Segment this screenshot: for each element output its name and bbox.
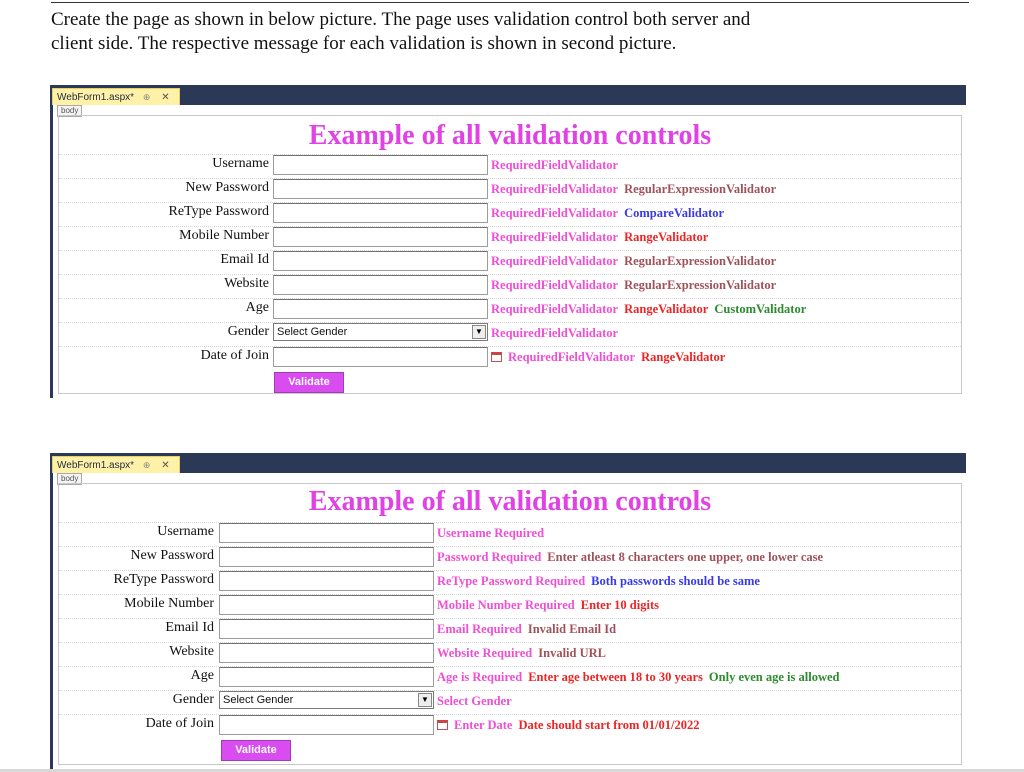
tab-label: WebForm1.aspx*	[57, 460, 135, 471]
validator-message-regex: RegularExpressionValidator	[624, 278, 777, 292]
validator-message-regex: Invalid URL	[538, 646, 606, 660]
tab-webform1[interactable]	[52, 88, 180, 105]
form-row	[59, 250, 961, 275]
gender-label: Gender	[172, 692, 214, 707]
validator-message-required: Select Gender	[437, 694, 512, 708]
form-row	[59, 690, 961, 715]
validator-message-required: ReType Password Required	[437, 574, 586, 588]
age-validators	[437, 670, 845, 685]
validator-message-range: RangeValidator	[624, 230, 709, 244]
form-row	[59, 154, 961, 179]
close-icon[interactable]: ✕	[161, 460, 170, 471]
dropdown-selected-value: Select Gender	[223, 694, 294, 706]
username-validators	[437, 526, 550, 541]
document-tabstrip	[50, 85, 966, 105]
form-row	[59, 666, 961, 691]
designer-screenshot-1	[50, 85, 966, 398]
new-password-label: New Password	[130, 548, 214, 563]
email-id-validators	[491, 254, 782, 269]
body-tag: body	[57, 473, 82, 485]
validator-message-required: RequiredFieldValidator	[491, 158, 619, 172]
new-password-textbox[interactable]	[219, 547, 434, 567]
retype-password-label: ReType Password	[113, 572, 214, 587]
username-label: Username	[212, 156, 269, 171]
new-password-validators	[491, 182, 782, 197]
website-textbox[interactable]	[219, 643, 434, 663]
form-row	[59, 642, 961, 667]
design-surface	[58, 483, 962, 765]
chevron-down-icon[interactable]: ▼	[472, 325, 486, 339]
website-validators	[437, 646, 612, 661]
mobile-number-validators	[491, 230, 714, 245]
date-of-join-label: Date of Join	[145, 716, 214, 731]
form-row	[59, 570, 961, 595]
validator-message-required: Website Required	[437, 646, 533, 660]
validator-message-required: RequiredFieldValidator	[491, 182, 619, 196]
gender-dropdown[interactable]	[273, 323, 488, 341]
validator-message-regex: RegularExpressionValidator	[624, 254, 777, 268]
validator-message-regex: Enter atleast 8 characters one upper, one lower case	[547, 550, 824, 564]
age-validators	[491, 302, 812, 317]
instructions-line-1: Create the page as shown in below picture. The page uses validation control both server and	[51, 9, 751, 30]
date-of-join-textbox[interactable]	[273, 347, 488, 367]
date-of-join-label: Date of Join	[200, 348, 269, 363]
form-row	[59, 594, 961, 619]
validator-message-range: Date should start from 01/01/2022	[518, 718, 700, 732]
new-password-textbox[interactable]	[273, 179, 488, 199]
validator-message-range: RangeValidator	[624, 302, 709, 316]
form-row	[59, 714, 961, 739]
age-label: Age	[190, 668, 214, 683]
validator-message-required: RequiredFieldValidator	[508, 350, 636, 364]
validator-message-compare: CompareValidator	[624, 206, 725, 220]
form-row	[59, 546, 961, 571]
validator-message-range: Enter age between 18 to 30 years	[528, 670, 703, 684]
validator-message-required: RequiredFieldValidator	[491, 254, 619, 268]
validator-message-required: Email Required	[437, 622, 522, 636]
mobile-number-label: Mobile Number	[179, 228, 269, 243]
age-textbox[interactable]	[273, 299, 488, 319]
username-textbox[interactable]	[219, 523, 434, 543]
form-row	[59, 346, 961, 371]
retype-password-label: ReType Password	[168, 204, 269, 219]
validator-message-required: RequiredFieldValidator	[491, 278, 619, 292]
form-row	[59, 274, 961, 299]
date-of-join-validators	[491, 350, 731, 365]
validator-message-required: Password Required	[437, 550, 542, 564]
date-of-join-validators	[437, 718, 705, 733]
website-validators	[491, 278, 782, 293]
left-border	[50, 473, 53, 769]
date-of-join-textbox[interactable]	[219, 715, 434, 735]
website-label: Website	[169, 644, 214, 659]
email-id-label: Email Id	[165, 620, 214, 635]
instructions	[51, 8, 971, 56]
email-id-label: Email Id	[220, 252, 269, 267]
validator-message-range: Enter 10 digits	[580, 598, 659, 612]
new-password-validators	[437, 550, 829, 565]
retype-password-textbox[interactable]	[219, 571, 434, 591]
validator-message-required: Age is Required	[437, 670, 523, 684]
new-password-label: New Password	[185, 180, 269, 195]
validator-message-custom: Only even age is allowed	[708, 670, 840, 684]
validator-message-regex: RegularExpressionValidator	[624, 182, 777, 196]
gender-label: Gender	[227, 324, 269, 339]
mobile-number-label: Mobile Number	[124, 596, 214, 611]
validator-message-required: Enter Date	[454, 718, 513, 732]
dropdown-selected-value: Select Gender	[277, 326, 348, 338]
form-row	[59, 202, 961, 227]
validator-message-compare: Both passwords should be same	[591, 574, 760, 588]
retype-password-textbox[interactable]	[273, 203, 488, 223]
document-tabstrip	[50, 453, 966, 473]
validate-button[interactable]: Validate	[274, 372, 344, 393]
form-title: Example of all validation controls	[308, 486, 712, 517]
form-row	[59, 298, 961, 323]
retype-password-validators	[491, 206, 730, 221]
form-title: Example of all validation controls	[308, 120, 712, 151]
design-surface	[58, 115, 962, 394]
validator-message-custom: CustomValidator	[714, 302, 807, 316]
username-validators	[491, 158, 624, 173]
calendar-icon[interactable]	[437, 720, 448, 730]
form-row	[59, 322, 961, 347]
top-rule	[51, 2, 969, 3]
username-label: Username	[157, 524, 214, 539]
gender-dropdown[interactable]	[219, 691, 434, 709]
form-row	[59, 178, 961, 203]
validator-message-regex: Invalid Email Id	[527, 622, 617, 636]
body-tag: body	[57, 105, 82, 117]
mobile-number-validators	[437, 598, 665, 613]
website-textbox[interactable]	[273, 275, 488, 295]
instructions-line-2: client side. The respective message for each validation is shown in second picture.	[51, 33, 677, 54]
validator-message-required: RequiredFieldValidator	[491, 302, 619, 316]
retype-password-validators	[437, 574, 766, 589]
mobile-number-textbox[interactable]	[219, 595, 434, 615]
gender-validators	[491, 326, 624, 341]
email-id-textbox[interactable]	[273, 251, 488, 271]
form-row	[59, 522, 961, 547]
age-label: Age	[245, 300, 269, 315]
validate-button[interactable]: Validate	[221, 740, 291, 761]
validator-message-range: RangeValidator	[641, 350, 726, 364]
pin-icon[interactable]: ⊕	[142, 460, 151, 470]
chevron-down-icon[interactable]: ▼	[418, 693, 432, 707]
form-row	[59, 618, 961, 643]
validator-message-required: Mobile Number Required	[437, 598, 575, 612]
website-label: Website	[224, 276, 269, 291]
tab-webform1[interactable]	[52, 456, 180, 473]
gender-validators	[437, 694, 518, 709]
designer-screenshot-2	[50, 453, 966, 769]
form-row	[59, 226, 961, 251]
left-border	[50, 105, 53, 398]
validator-message-required: Username Required	[437, 526, 545, 540]
age-textbox[interactable]	[219, 667, 434, 687]
validator-message-required: RequiredFieldValidator	[491, 230, 619, 244]
pin-icon[interactable]: ⊕	[142, 92, 151, 102]
close-icon[interactable]: ✕	[161, 92, 170, 103]
tab-label: WebForm1.aspx*	[57, 92, 135, 103]
mobile-number-textbox[interactable]	[273, 227, 488, 247]
calendar-icon[interactable]	[491, 352, 502, 362]
email-id-textbox[interactable]	[219, 619, 434, 639]
username-textbox[interactable]	[273, 155, 488, 175]
email-id-validators	[437, 622, 622, 637]
validator-message-required: RequiredFieldValidator	[491, 326, 619, 340]
validator-message-required: RequiredFieldValidator	[491, 206, 619, 220]
